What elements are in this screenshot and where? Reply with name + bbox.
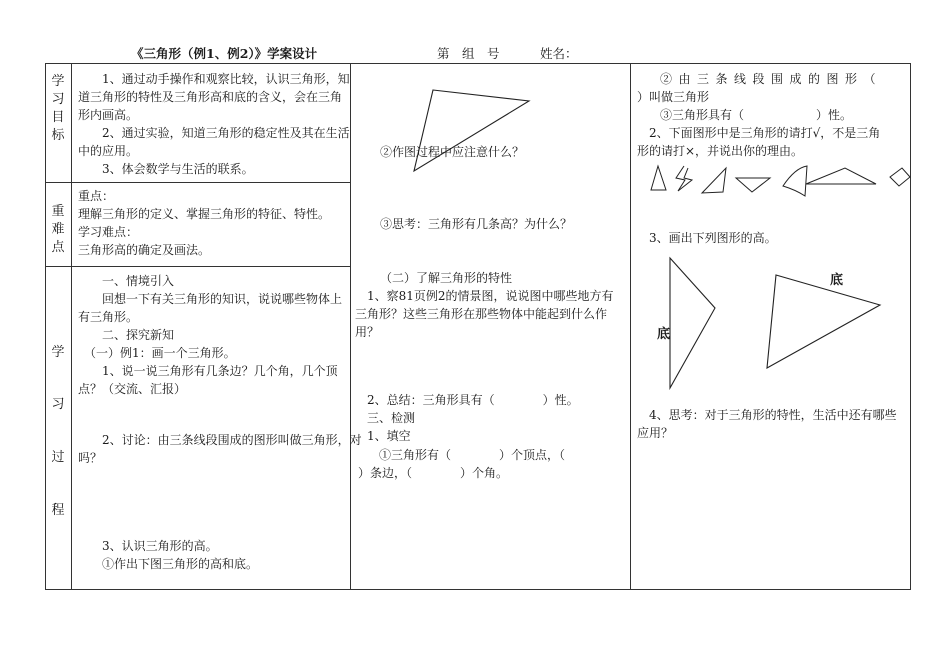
shape-options-row [640,160,910,205]
middle-line: 用？ [355,325,380,339]
key-point-line: 理解三角形的定义、掌握三角形的特征、特性。 [78,207,331,221]
group-number-label: 第 组 号 [437,46,500,61]
shape-diamond [890,168,910,186]
page-title: 《三角形（例1、例2）》学案设计 [131,46,318,61]
question-triangle-heights: ③思考：三角形有几条高？为什么？ [380,217,573,231]
base-label-left: 底 [657,327,671,342]
table-right-border [910,63,911,590]
shape-zigzag [676,166,692,191]
fill-in-question: ①三角形有（ ）个顶点，（ [355,448,566,462]
key-point-line: 三角形高的确定及画法。 [78,243,211,257]
height-triangle-left [660,250,730,395]
table-col-divider-1 [350,63,351,590]
process-line: 吗？ [78,451,103,465]
shape-small-triangle [651,166,666,190]
goals-label-char: 学 [51,74,65,89]
base-label-right: 底 [830,273,844,288]
process-label-char: 过 [51,450,65,465]
goal-line: 中的应用。 [78,144,139,158]
right-line: ②由三条线段围成的图形（ [660,72,883,86]
process-line: 一、情境引入 [78,274,175,288]
key-label-char: 难 [51,222,65,237]
goals-label-char: 目 [51,110,65,125]
process-line: （一）例1：画一个三角形。 [78,346,236,360]
shape-inverted-triangle [736,178,770,192]
middle-line: 1、察81页例2的情景图，说说图中哪些地方有 [355,289,614,303]
right-line: 2、下面图形中是三角形的请打√，不是三角 [637,126,881,140]
key-label-char: 重 [51,204,65,219]
goal-line: 1、通过动手操作和观察比较，认识三角形，知 [78,72,350,86]
process-label-char: 习 [51,397,65,412]
row-divider-2 [45,266,351,267]
fill-in-question: ）条边，（ ）个角。 [358,466,509,480]
process-line: 3、认识三角形的高。 [78,539,218,553]
section-check: 三、检测 [355,411,416,425]
draw-heights-instruction: 3、画出下列图形的高。 [637,231,777,245]
think-question: 4、思考：对于三角形的特性，生活中还有哪些 [637,408,897,422]
shape-curved-triangle [783,166,807,196]
shape-flat-triangle [806,168,876,184]
process-line: 二、探究新知 [78,328,175,342]
row-divider-1 [45,182,351,183]
process-line: 2、讨论：由三条线段围成的图形叫做三角形，对 [78,433,362,447]
goal-line: 道三角形的特性及三角形高和底的含义，会在三角 [78,90,343,104]
table-label-divider [71,63,72,590]
goals-label-char: 习 [51,92,65,107]
right-line: 形的请打×，并说出你的理由。 [637,144,804,158]
think-question: 应用？ [637,426,674,440]
summary-stability: 2、总结：三角形具有（ ）性。 [355,393,579,407]
height-triangle-right [760,265,890,375]
table-col-divider-2 [630,63,631,590]
table-bottom-border [45,589,911,590]
goal-line: 3、体会数学与生活的联系。 [78,162,254,176]
shape-tilted-triangle [702,168,726,193]
middle-line: 三角形？这些三角形在那些物体中能起到什么作 [355,307,608,321]
goal-line: 形内画高。 [78,108,139,122]
process-line: 回想一下有关三角形的知识，说说哪些物体上 [78,292,343,306]
goals-label-char: 标 [51,128,65,143]
process-label-char: 程 [51,503,65,518]
process-line: 1、说一说三角形有几条边？几个角，几个顶 [78,364,338,378]
question-drawing-notes: ②作图过程中应注意什么？ [380,145,525,159]
student-name-label: 姓名： [540,46,578,61]
right-line: ）叫做三角形 [637,90,710,104]
table-top-border [45,63,911,64]
section-triangle-properties: （二）了解三角形的特性 [380,271,513,285]
goal-line: 2、通过实验，知道三角形的稳定性及其在生活 [78,126,350,140]
process-line: ①作出下图三角形的高和底。 [78,557,259,571]
right-line: ③三角形具有（ ）性。 [660,108,853,122]
process-line: 有三角形。 [78,310,139,324]
process-label-char: 学 [51,345,65,360]
fill-in-title: 1、填空 [355,429,411,443]
key-label-char: 点 [51,240,65,255]
process-line: 点？（交流、汇报） [78,382,187,396]
key-point-line: 学习难点： [78,225,139,239]
key-point-line: 重点： [78,189,115,203]
